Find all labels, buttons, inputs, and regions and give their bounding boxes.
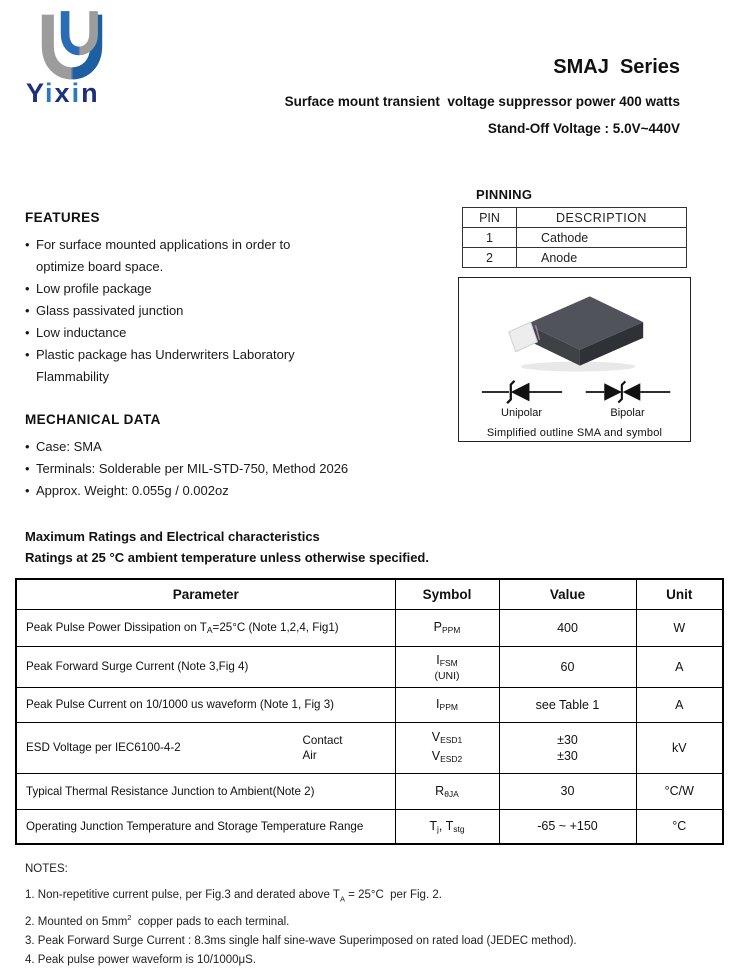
- unit-cell: W: [636, 609, 723, 646]
- feature-item: • Glass passivated junction: [25, 300, 335, 322]
- mechanical-data-section: [25, 412, 485, 502]
- table-row: [16, 722, 723, 773]
- pinning-header-row: [463, 208, 687, 228]
- description-column-header: DESCRIPTION: [517, 208, 687, 228]
- unit-cell: kV: [636, 722, 723, 773]
- table-row: [16, 687, 723, 722]
- unipolar-diode-icon: [478, 378, 566, 406]
- esd-conditions: Contact Air: [302, 733, 343, 762]
- bipolar-label: Bipolar: [610, 407, 645, 419]
- parameter-cell: Peak Pulse Current on 10/1000 us waveform (Note 1, Fig 3): [16, 687, 395, 722]
- value-cell: ±30 ±30: [499, 722, 636, 773]
- series-title: SMAJ Series: [553, 56, 680, 78]
- unit-cell: A: [636, 687, 723, 722]
- value-cell: 30: [499, 773, 636, 809]
- subtitle-standoff-voltage: Stand-Off Voltage : 5.0V~440V: [487, 121, 680, 136]
- symbol-cell: $I_{PPM}$: [395, 687, 499, 722]
- note-line: 2. Mounted on $5mm^2$ copper pads to each terminal.: [25, 913, 290, 929]
- mechanical-list: [25, 436, 485, 502]
- parameter-column-header: Parameter: [16, 579, 395, 609]
- parameter-cell: Peak Forward Surge Current (Note 3,Fig 4): [16, 646, 395, 687]
- notes-heading: NOTES:: [25, 863, 68, 875]
- unipolar-symbol-cell: [478, 378, 566, 419]
- symbol-cell: $V_{ESD1}$ $V_{ESD2}$: [395, 722, 499, 773]
- feature-item: • Low inductance: [25, 322, 335, 344]
- parameter-cell: Typical Thermal Resistance Junction to Ambient(Note 2): [16, 773, 395, 809]
- pin-column-header: PIN: [463, 208, 517, 228]
- subtitle-power: Surface mount transient voltage suppressor power 400 watts: [284, 94, 680, 109]
- table-row: [16, 773, 723, 809]
- diode-symbols: [478, 378, 672, 419]
- mechanical-item: • Terminals: Solderable per MIL-STD-750, Method 2026: [25, 458, 485, 480]
- table-row: [16, 609, 723, 646]
- note-line: 1. Non-repetitive current pulse, per Fig.3 and derated above $T_A = 25^\circ C$ per Fig. 2.: [25, 889, 442, 904]
- features-list: [25, 234, 455, 388]
- notes-section: [25, 860, 725, 970]
- symbol-cell: $I_{FSM}$ (UNI): [395, 646, 499, 687]
- note-line: 4. Peak pulse power waveform is 10/1000μS.: [25, 954, 256, 967]
- ratings-heading: [25, 526, 429, 568]
- symbol-cell: $T_j$, $T_{stg}$: [395, 809, 499, 844]
- pin-number: 1: [463, 228, 517, 248]
- parameter-cell: Operating Junction Temperature and Storage Temperature Range: [16, 809, 395, 844]
- table-row: [16, 809, 723, 844]
- brand-name: Yixin: [26, 78, 100, 108]
- pinning-heading: PINNING: [476, 187, 533, 202]
- pin-number: 2: [463, 248, 517, 268]
- features-heading: FEATURES: [25, 210, 100, 225]
- features-section: [25, 210, 455, 388]
- ratings-header-row: [16, 579, 723, 609]
- symbol-cell: $P_{PPM}$: [395, 609, 499, 646]
- pin-description: Cathode: [517, 228, 687, 248]
- parameter-cell: ESD Voltage per IEC6100-4-2 Contact Air: [16, 722, 395, 773]
- feature-item: • For surface mounted applications in order to optimize board space.: [25, 234, 335, 278]
- ratings-heading-line2: Ratings at 25 °C ambient temperature unless otherwise specified.: [25, 550, 429, 565]
- value-cell: -65 ~ +150: [499, 809, 636, 844]
- mechanical-heading: MECHANICAL DATA: [25, 412, 161, 427]
- note-line: 3. Peak Forward Surge Current : 8.3ms single half sine-wave Superimposed on rated load (JEDEC method).: [25, 935, 577, 948]
- package-outline-box: [458, 277, 691, 442]
- company-logo: [26, 6, 146, 109]
- mechanical-item: • Case: SMA: [25, 436, 485, 458]
- table-row: [463, 228, 687, 248]
- value-column-header: Value: [499, 579, 636, 609]
- unit-cell: A: [636, 646, 723, 687]
- feature-item: • Low profile package: [25, 278, 335, 300]
- ratings-heading-line1: Maximum Ratings and Electrical characteristics: [25, 529, 320, 544]
- feature-item: • Plastic package has Underwriters Laboratory Flammability: [25, 344, 335, 388]
- unipolar-label: Unipolar: [501, 407, 542, 419]
- bipolar-symbol-cell: [584, 378, 672, 419]
- unit-cell: °C: [636, 809, 723, 844]
- ratings-table: [15, 578, 724, 845]
- bipolar-diode-icon: [584, 378, 672, 406]
- sma-package-image: [491, 284, 659, 376]
- pin-description: Anode: [517, 248, 687, 268]
- package-caption: Simplified outline SMA and symbol: [486, 427, 663, 439]
- table-row: [16, 646, 723, 687]
- logo-inner-u: [65, 11, 94, 51]
- table-row: [463, 248, 687, 268]
- logo-u-mark: [34, 6, 110, 82]
- unit-cell: °C/W: [636, 773, 723, 809]
- value-cell: see Table 1: [499, 687, 636, 722]
- unit-column-header: Unit: [636, 579, 723, 609]
- pinning-table: [462, 207, 687, 268]
- value-cell: 400: [499, 609, 636, 646]
- symbol-column-header: Symbol: [395, 579, 499, 609]
- mechanical-item: • Approx. Weight: 0.055g / 0.002oz: [25, 480, 485, 502]
- value-cell: 60: [499, 646, 636, 687]
- symbol-cell: $R_{\theta JA}$: [395, 773, 499, 809]
- parameter-cell: Peak Pulse Power Dissipation on $T_A=25^\circ C$ (Note 1,2,4, Fig1): [16, 609, 395, 646]
